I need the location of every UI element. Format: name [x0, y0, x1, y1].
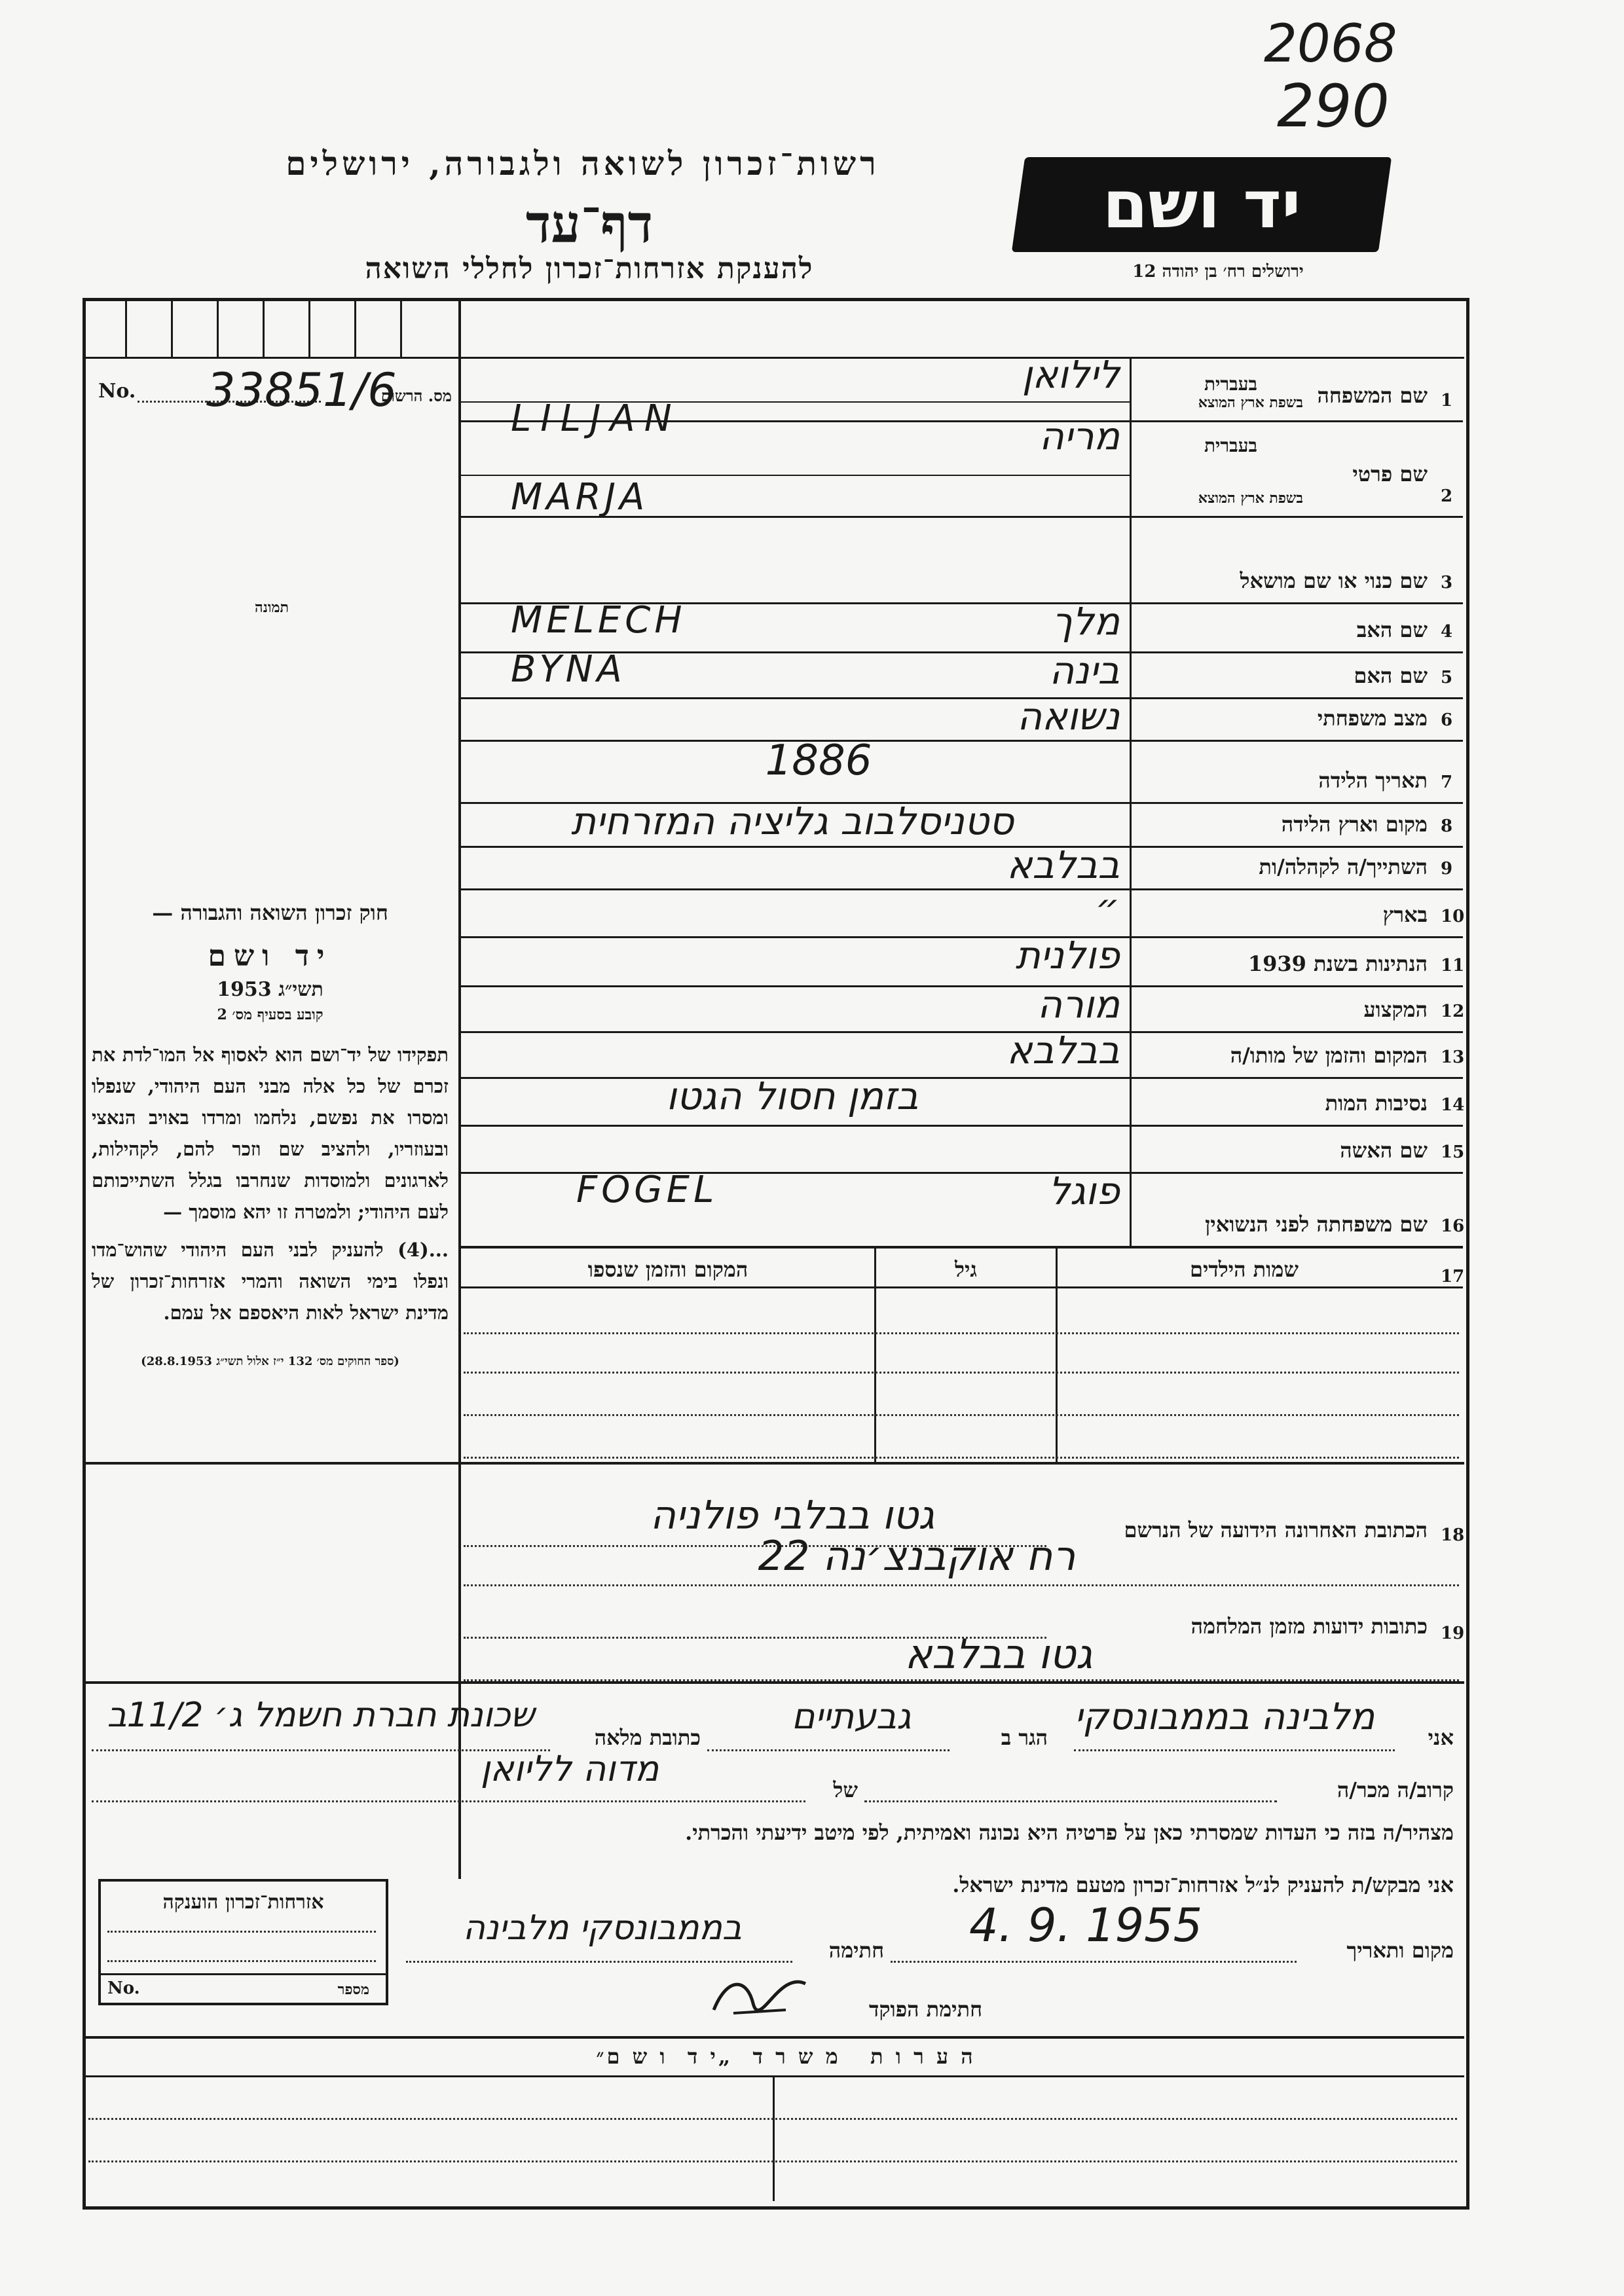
field-row-divider	[461, 740, 1463, 742]
field-num: 4	[1441, 622, 1453, 642]
citizenship-no-label: No.	[107, 1978, 140, 1998]
field-label: השתייך/ה לקהלה/ות	[1259, 854, 1428, 879]
photo-label: תמונה	[255, 599, 289, 616]
children-col-names: שמות הילדים	[1190, 1257, 1299, 1282]
field-label: המקום והזמן של מותו/ה	[1230, 1043, 1428, 1068]
corner-note-top: 2068	[1264, 13, 1397, 74]
decl-statement-2: אני מבקש/ת להעניק לנ״ל אזרחות־זכרון מטעם מדינת ישראל.	[952, 1872, 1454, 1897]
field-label: שם האשה	[1340, 1138, 1428, 1163]
decl-name: מלבינה בממבונסקי	[1074, 1696, 1375, 1738]
children-col-place: המקום והזמן שנספו	[587, 1257, 748, 1282]
field-num: 8	[1441, 816, 1453, 836]
field-label: בארץ	[1382, 902, 1428, 927]
declarant-signature: בממבונסקי מלבינה	[463, 1908, 742, 1948]
registration-number: 33851/6	[206, 363, 397, 417]
field-value-hebrew: נשואה	[1017, 694, 1120, 738]
field-sublabel-origin: בשפת ארץ המוצא	[1198, 490, 1303, 507]
field18-num: 18	[1441, 1525, 1465, 1545]
field-row-divider	[461, 1125, 1463, 1127]
decl-relation: מדוה לליואן	[480, 1748, 659, 1789]
children-col-age: גיל	[955, 1257, 977, 1282]
field18-value-1: גטו בבלבי פולניה	[650, 1493, 935, 1539]
field-value-hebrew: מריה	[1039, 414, 1120, 458]
children-num: 17	[1441, 1267, 1465, 1286]
field-label: המקצוע	[1363, 997, 1428, 1022]
law-clause: קובע בסעיף מס׳ 2	[217, 1006, 323, 1023]
field-value-hebrew: בבלבא	[1006, 1028, 1120, 1072]
form-title: דף־עד	[525, 193, 654, 255]
field-num: 10	[1441, 907, 1465, 926]
field-num: 2	[1441, 486, 1453, 506]
field-num: 6	[1441, 710, 1453, 730]
field-value-hebrew: לילואן	[1022, 352, 1120, 397]
officer-signature-label: חתימת הפוקד	[869, 1997, 982, 2022]
decl-of: של	[833, 1777, 858, 1802]
field-num: 14	[1441, 1095, 1465, 1115]
field19-num: 19	[1441, 1624, 1465, 1643]
field-label: שם האב	[1356, 617, 1428, 642]
field-num: 3	[1441, 573, 1453, 592]
field-label: שם משפחתה לפני הנשואין	[1205, 1212, 1428, 1237]
law-name: יד ושם	[208, 939, 333, 973]
citizenship-box	[98, 1879, 388, 2005]
field-num: 11	[1441, 956, 1465, 975]
field-num: 9	[1441, 859, 1453, 879]
decl-ani: אני	[1428, 1725, 1454, 1750]
decl-city: גבעתיים	[791, 1696, 912, 1737]
registration-label: מס. הרשום	[380, 386, 452, 405]
field-value-latin: FOGEL	[576, 1169, 718, 1211]
logo-text: יד ושם	[1102, 166, 1301, 243]
law-block	[92, 900, 449, 1368]
field-num: 12	[1441, 1002, 1465, 1021]
field-value-latin: LILJAN	[511, 397, 681, 440]
field-num: 7	[1441, 773, 1453, 792]
field-label: מצב משפחתי	[1317, 706, 1428, 731]
field-value-hebrew: מורה	[1037, 982, 1120, 1027]
field-label: הנתינות בשנת 1939	[1247, 951, 1428, 976]
law-source: (ספר החוקים מס׳ 132 י״ז אלול תשי״ג 28.8.1953)	[141, 1355, 399, 1368]
field19-label: כתובות ידועות מזמן המלחמה	[1190, 1614, 1428, 1639]
decl-address: שכונת חברת חשמל ג׳ 11/2ב	[107, 1696, 535, 1735]
decl-resides: הגר ב	[1001, 1725, 1048, 1750]
field-value-latin: MELECH	[511, 599, 686, 642]
field-value-hebrew: בזמן חסול הגטו	[666, 1074, 919, 1118]
field18-label: הכתובת האחרונה הידועה של הנרשם	[1124, 1518, 1428, 1542]
logo-address: ירושלים רח׳ בן יהודה 12	[1132, 262, 1304, 282]
field18-value-2: רח אוקבנצ׳נה 22	[758, 1532, 1076, 1580]
registration-no-label: No.	[98, 380, 136, 403]
field-value-hebrew: 1886	[765, 737, 872, 785]
law-text-citizenship: ...(4) להעניק לבני העם היהודי שהוש־מדו ונפלו בימי השואה והמרי אזרחות־זכרון של מדינת ישראל לאות היאספם אל עמם.	[92, 1239, 449, 1324]
decl-relative-label: קרוב/ה מכר/ה	[1337, 1777, 1454, 1802]
field-num: 15	[1441, 1142, 1465, 1162]
field-label: שם פרטי	[1352, 462, 1428, 486]
field-value-hebrew: פולנית	[1015, 933, 1120, 977]
field-value-latin: MARJA	[511, 476, 649, 519]
corner-note-bottom: 290	[1277, 72, 1390, 141]
law-title: חוק זכרון השואה והגבורה —	[152, 900, 388, 925]
field-sublabel-hebrew: בעברית	[1204, 373, 1257, 395]
field19-value: גטו בבלבא	[904, 1630, 1093, 1678]
field-value-hebrew: בבלבא	[1006, 843, 1120, 887]
place-date-label: מקום ותאריך	[1346, 1938, 1454, 1963]
field-value-hebrew: סטניסלבוב גליציה המזרחית	[571, 799, 1014, 843]
authority-name: רשות־זכרון לשואה ולגבורה, ירושלים	[286, 144, 880, 183]
field-num: 5	[1441, 668, 1453, 687]
field-label: שם כנוי או שם מושאל	[1240, 568, 1428, 593]
field-label: שם המשפחה	[1317, 383, 1428, 408]
yad-vashem-logo	[1012, 157, 1392, 252]
field-value-hebrew: מלך	[1052, 599, 1120, 644]
decl-statement-1: מצהיר/ה בזה כי העדות שמסרתי כאן על פרטיה היא נכונה ואמיתית, לפי מיטב ידיעתי והכרתי.	[685, 1820, 1454, 1845]
decl-address-label: כתובת מלאה	[594, 1725, 701, 1750]
law-text-purpose: תפקידו של יד־ושם הוא לאסוף אל המו־לדת את זכרם של כל אלה מבני העם היהודי, שנפלו ומסרו את נפשם, נלחמו ומרדו באויב הנאצי ובעוזריו, ולהציב שם וזכר להם, לקהילות, לארגונים ולמוסדות שנחרבו בגלל השתייכותם לעם היהודי; ולמטרה זו יהא מוסמך —	[92, 1044, 449, 1223]
law-year: תשי״ג 1953	[217, 978, 323, 1001]
citizenship-num-label: מספר	[337, 1981, 369, 1998]
field-label: נסיבות המות	[1325, 1091, 1428, 1116]
field-label: שם האם	[1354, 663, 1428, 688]
field-value-hebrew: בינה	[1049, 648, 1120, 693]
citizenship-title: אזרחות־זכרון הוענקה	[162, 1891, 324, 1914]
field-value-hebrew: ״	[1095, 885, 1120, 930]
office-notes-title: ה ע ר ו ת מ ש ר ד „י ד ו ש ם״	[596, 2044, 976, 2069]
field-sublabel-origin: בשפת ארץ המוצא	[1198, 394, 1303, 411]
field-value-latin: BYNA	[511, 648, 626, 691]
field-num: 1	[1441, 391, 1453, 410]
officer-signature	[707, 1964, 812, 2023]
field-num: 13	[1441, 1048, 1465, 1067]
field-value-hebrew: פוגל	[1048, 1169, 1120, 1213]
field-sublabel-hebrew: בעברית	[1204, 435, 1257, 456]
field-num: 16	[1441, 1216, 1465, 1236]
signature-label: חתימה	[828, 1938, 884, 1963]
field-label: תאריך הלידה	[1318, 768, 1428, 793]
declaration-date: 4. 9. 1955	[969, 1899, 1203, 1952]
field-label: מקום וארץ הלידה	[1281, 812, 1428, 837]
office-code-boxes	[86, 301, 456, 357]
form-subtitle: להענקת אזרחות־זכרון לחללי השואה	[365, 252, 814, 285]
